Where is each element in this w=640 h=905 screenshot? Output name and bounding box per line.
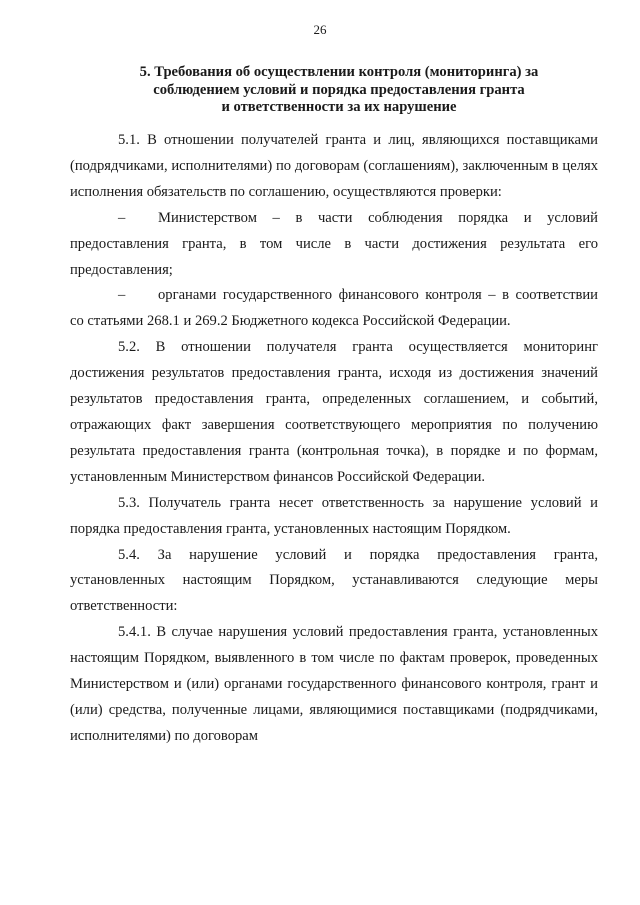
dash-marker: – — [118, 209, 126, 226]
paragraph-5-3: 5.3. Получатель гранта несет ответственность за нарушение условий и порядка предоставления гранта, установленных настоящим Порядком. — [70, 494, 598, 537]
paragraph-5-4: 5.4. За нарушение условий и порядка предоставления гранта, установленных настоящим Порядком, устанавливаются следующие меры ответственности: — [70, 546, 598, 615]
list-item-ministry — [70, 206, 598, 284]
section-title-line: и ответственности за их нарушение — [221, 99, 457, 115]
document-body — [70, 128, 598, 750]
list-item-text: Министерством – в части соблюдения порядка и условий предоставления гранта, в том числе в части достижения результата его предоставления; — [70, 209, 598, 278]
dash-marker: – — [118, 287, 126, 304]
page-number: 26 — [313, 22, 327, 37]
section-title-line: 5. Требования об осуществлении контроля (мониторинга) за — [139, 64, 539, 80]
list-item-text: органами государственного финансового контроля – в соответствии со статьями 268.1 и 269.2 Бюджетного кодекса Российской Федерации. — [70, 287, 598, 330]
paragraph-5-1: 5.1. В отношении получателей гранта и лиц, являющихся поставщиками (подрядчиками, исполнителями) по договорам (соглашениям), заключенным в целях исполнения обязательств по соглашению, осуществляются проверки: — [70, 132, 598, 200]
section-title — [70, 64, 608, 117]
paragraph-5-2: 5.2. В отношении получателя гранта осуществляется мониторинг достижения результатов предоставления гранта, исходя из достижения значений результатов предоставления гранта, определенных соглашением, и событий, отражающих факт завершения соответствующего мероприятия по получению результата предоставления гранта (контрольная точка), в порядке и по формам, установленным Министерством финансов Российской Федерации. — [70, 339, 598, 485]
paragraph-5-4-1: 5.4.1. В случае нарушения условий предоставления гранта, установленных настоящим Порядком, выявленного в том числе по фактам проверок, проведенных Министерством и (или) органами государственного финансового контроля, грант и (или) средства, полученные лицами, являющимися поставщиками (подрядчиками, исполнителями) по договорам — [70, 624, 598, 744]
list-item-control-bodies — [70, 283, 598, 335]
section-title-line: соблюдением условий и порядка предоставления гранта — [153, 81, 525, 98]
